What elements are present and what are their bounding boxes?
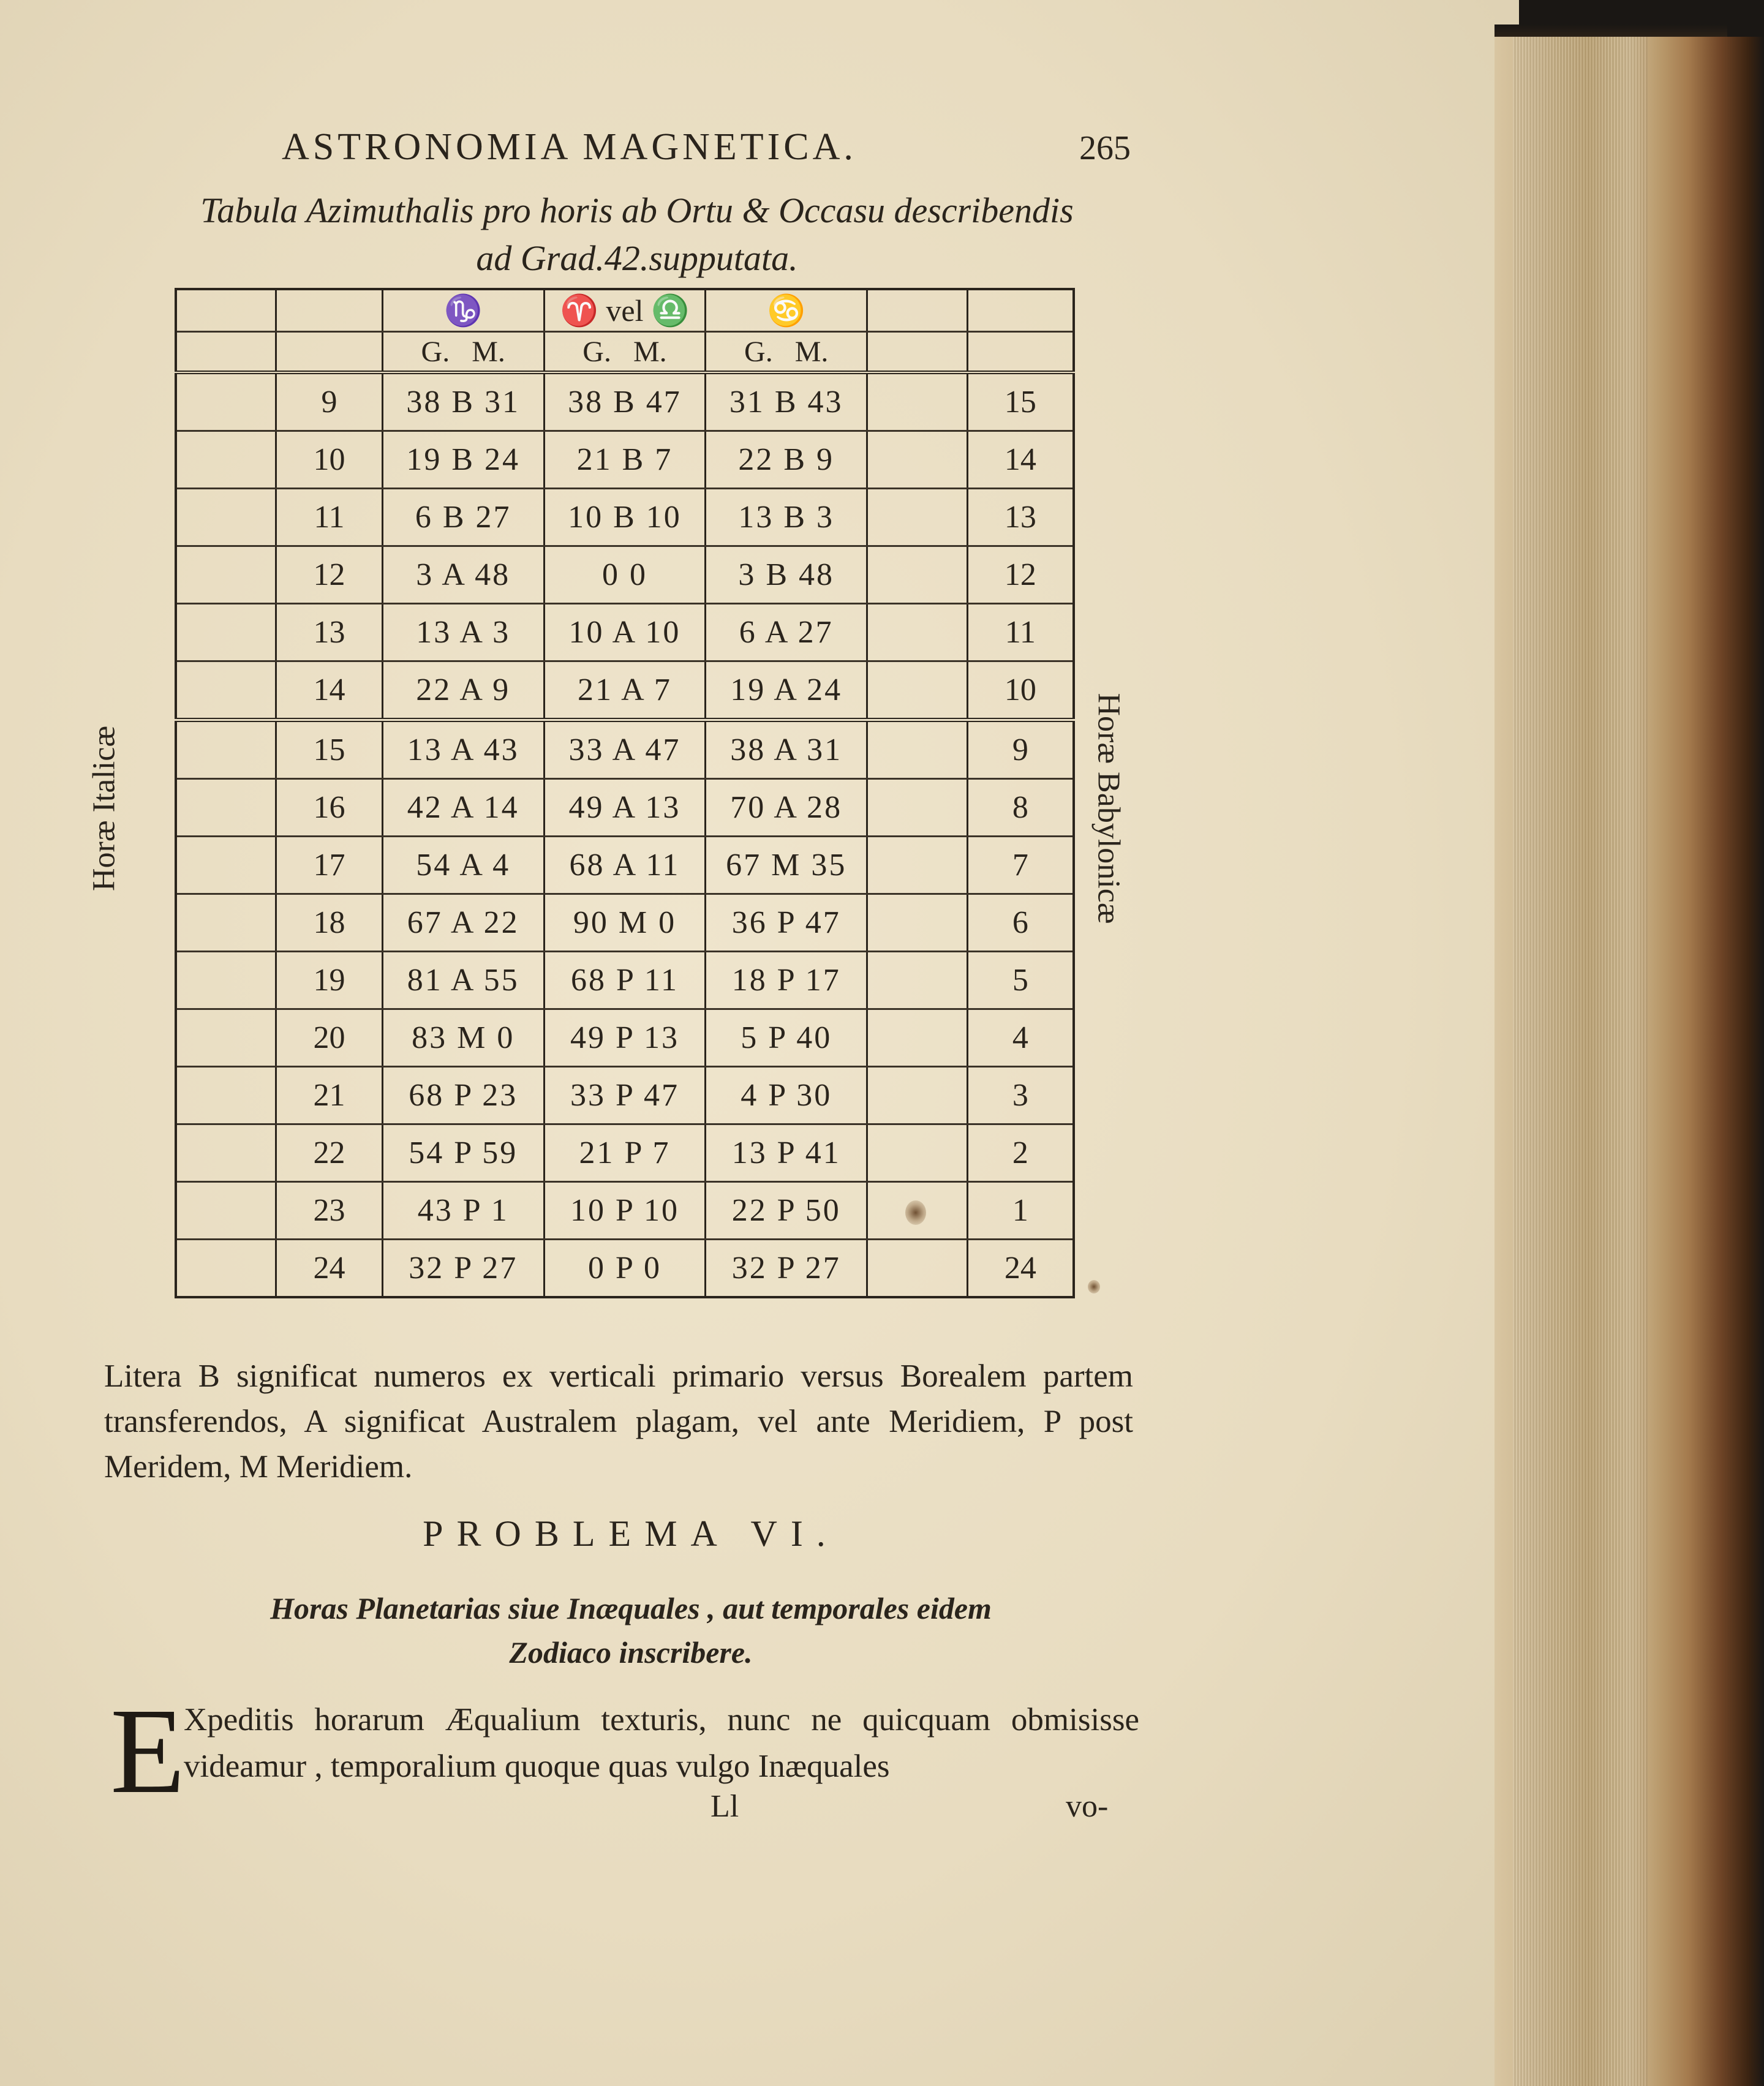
- table-row: [176, 431, 1074, 489]
- ink-stain: [905, 1200, 926, 1225]
- problem-subtitle-line-2: Zodiaco inscribere.: [509, 1635, 753, 1670]
- header-blank: [176, 289, 276, 332]
- aries-libra-value-cell: 68 A 11: [544, 837, 706, 894]
- table-row: [176, 1009, 1074, 1067]
- table-row: [176, 372, 1074, 431]
- header-sign-cancer: ♋: [706, 289, 867, 332]
- aries-libra-value-cell: 21 P 7: [544, 1124, 706, 1182]
- hora-italica-cell: 17: [276, 837, 383, 894]
- aries-libra-value-cell: 49 A 13: [544, 779, 706, 837]
- header-blank: [867, 289, 968, 332]
- hora-babylonica-cell: 13: [967, 489, 1074, 546]
- row-blank: [867, 489, 968, 546]
- aries-libra-value-cell: 33 A 47: [544, 720, 706, 779]
- row-blank: [176, 1009, 276, 1067]
- table-row: [176, 1124, 1074, 1182]
- row-blank: [867, 661, 968, 720]
- hora-babylonica-cell: 2: [967, 1124, 1074, 1182]
- cancer-value-cell: 22 P 50: [706, 1182, 867, 1240]
- row-blank: [867, 837, 968, 894]
- row-blank: [176, 779, 276, 837]
- row-blank: [176, 1124, 276, 1182]
- capricorn-value-cell: 3 A 48: [382, 546, 544, 604]
- cancer-value-cell: 5 P 40: [706, 1009, 867, 1067]
- hora-italica-cell: 21: [276, 1067, 383, 1124]
- hora-babylonica-cell: 7: [967, 837, 1074, 894]
- table-row: [176, 894, 1074, 952]
- hora-italica-cell: 20: [276, 1009, 383, 1067]
- hora-babylonica-cell: 1: [967, 1182, 1074, 1240]
- cancer-value-cell: 70 A 28: [706, 779, 867, 837]
- header-blank: [276, 332, 383, 373]
- table-row: [176, 489, 1074, 546]
- aries-libra-value-cell: 0 0: [544, 546, 706, 604]
- aries-libra-value-cell: 68 P 11: [544, 952, 706, 1009]
- row-blank: [867, 952, 968, 1009]
- table-row: [176, 1067, 1074, 1124]
- row-blank: [176, 431, 276, 489]
- hora-babylonica-cell: 6: [967, 894, 1074, 952]
- row-blank: [176, 489, 276, 546]
- header-units: G. M.: [382, 332, 544, 373]
- cancer-value-cell: 13 P 41: [706, 1124, 867, 1182]
- row-blank: [176, 1182, 276, 1240]
- legend-text: Litera B significat numeros ex verticali primario versus Borealem partem transferendos, A significat Australem plagam, vel ante Meridiem, P post Meridem, M Meridiem.: [104, 1358, 1133, 1485]
- page-number: 265: [1079, 129, 1131, 167]
- ink-stain: [1088, 1280, 1100, 1293]
- capricorn-value-cell: 42 A 14: [382, 779, 544, 837]
- hora-babylonica-cell: 11: [967, 604, 1074, 661]
- row-blank: [867, 431, 968, 489]
- table-row: [176, 1182, 1074, 1240]
- table-title-line-1: Tabula Azimuthalis pro horis ab Ortu & Occasu describendis: [200, 190, 1074, 230]
- cancer-value-cell: 13 B 3: [706, 489, 867, 546]
- azimuth-table-wrapper: [175, 288, 1081, 1341]
- hora-babylonica-cell: 4: [967, 1009, 1074, 1067]
- hora-babylonica-cell: 12: [967, 546, 1074, 604]
- row-blank: [176, 894, 276, 952]
- row-blank: [867, 894, 968, 952]
- body-paragraph: Xpeditis horarum Æqualium texturis, nunc ne quicquam obmisisse videamur , temporalium quoque quas vulgo Inæquales: [184, 1702, 1139, 1784]
- cancer-value-cell: 18 P 17: [706, 952, 867, 1009]
- hora-italica-cell: 23: [276, 1182, 383, 1240]
- row-blank: [867, 604, 968, 661]
- capricorn-value-cell: 54 A 4: [382, 837, 544, 894]
- capricorn-value-cell: 32 P 27: [382, 1240, 544, 1298]
- row-blank: [176, 837, 276, 894]
- row-blank: [176, 720, 276, 779]
- cancer-value-cell: 38 A 31: [706, 720, 867, 779]
- table-body: [176, 372, 1074, 1297]
- row-blank: [867, 1240, 968, 1298]
- header-units: G. M.: [706, 332, 867, 373]
- aries-libra-value-cell: 33 P 47: [544, 1067, 706, 1124]
- capricorn-value-cell: 13 A 43: [382, 720, 544, 779]
- row-blank: [176, 1067, 276, 1124]
- row-blank: [176, 604, 276, 661]
- header-blank: [967, 332, 1074, 373]
- hora-babylonica-cell: 8: [967, 779, 1074, 837]
- hora-babylonica-cell: 24: [967, 1240, 1074, 1298]
- hora-italica-cell: 11: [276, 489, 383, 546]
- hora-italica-cell: 19: [276, 952, 383, 1009]
- azimuth-table: [175, 288, 1075, 1298]
- side-label-horae-italicae: Horæ Italicæ: [86, 725, 122, 892]
- row-blank: [867, 1124, 968, 1182]
- capricorn-value-cell: 43 P 1: [382, 1182, 544, 1240]
- hora-italica-cell: 15: [276, 720, 383, 779]
- capricorn-value-cell: 22 A 9: [382, 661, 544, 720]
- hora-italica-cell: 9: [276, 372, 383, 431]
- aries-libra-value-cell: 38 B 47: [544, 372, 706, 431]
- header-sign-aries-libra: ♈ vel ♎: [544, 289, 706, 332]
- aries-libra-value-cell: 10 A 10: [544, 604, 706, 661]
- row-blank: [176, 372, 276, 431]
- table-row: [176, 604, 1074, 661]
- table-row: [176, 779, 1074, 837]
- hora-babylonica-cell: 9: [967, 720, 1074, 779]
- capricorn-value-cell: 6 B 27: [382, 489, 544, 546]
- row-blank: [176, 952, 276, 1009]
- capricorn-value-cell: 68 P 23: [382, 1067, 544, 1124]
- header-units: G. M.: [544, 332, 706, 373]
- problem-subtitle: [153, 1586, 1109, 1674]
- capricorn-value-cell: 13 A 3: [382, 604, 544, 661]
- capricorn-value-cell: 67 A 22: [382, 894, 544, 952]
- hora-italica-cell: 13: [276, 604, 383, 661]
- capricorn-value-cell: 54 P 59: [382, 1124, 544, 1182]
- cancer-value-cell: 36 P 47: [706, 894, 867, 952]
- cancer-value-cell: 31 B 43: [706, 372, 867, 431]
- capricorn-value-cell: 19 B 24: [382, 431, 544, 489]
- drop-cap-initial: E: [110, 1684, 186, 1819]
- row-blank: [176, 661, 276, 720]
- aries-libra-value-cell: 49 P 13: [544, 1009, 706, 1067]
- row-blank: [867, 372, 968, 431]
- aries-libra-value-cell: 0 P 0: [544, 1240, 706, 1298]
- row-blank: [867, 546, 968, 604]
- row-blank: [176, 546, 276, 604]
- cancer-value-cell: 3 B 48: [706, 546, 867, 604]
- aries-libra-value-cell: 10 P 10: [544, 1182, 706, 1240]
- hora-italica-cell: 18: [276, 894, 383, 952]
- hora-babylonica-cell: 15: [967, 372, 1074, 431]
- row-blank: [176, 1240, 276, 1298]
- header-sign-capricorn: ♑: [382, 289, 544, 332]
- table-row: [176, 952, 1074, 1009]
- header-blank: [176, 332, 276, 373]
- problem-heading: PROBLEMA VI.: [423, 1513, 839, 1554]
- cancer-value-cell: 19 A 24: [706, 661, 867, 720]
- table-header-units: [176, 332, 1074, 373]
- hora-babylonica-cell: 5: [967, 952, 1074, 1009]
- cancer-value-cell: 22 B 9: [706, 431, 867, 489]
- table-row: [176, 1240, 1074, 1298]
- hora-italica-cell: 24: [276, 1240, 383, 1298]
- header-blank: [867, 332, 968, 373]
- aries-libra-value-cell: 21 A 7: [544, 661, 706, 720]
- hora-italica-cell: 12: [276, 546, 383, 604]
- signature-mark: Ll: [710, 1789, 739, 1824]
- row-blank: [867, 779, 968, 837]
- hora-babylonica-cell: 3: [967, 1067, 1074, 1124]
- row-blank: [867, 1067, 968, 1124]
- table-header-signs: [176, 289, 1074, 332]
- table-row: [176, 546, 1074, 604]
- table-row: [176, 720, 1074, 779]
- aries-libra-value-cell: 10 B 10: [544, 489, 706, 546]
- hora-italica-cell: 22: [276, 1124, 383, 1182]
- cancer-value-cell: 6 A 27: [706, 604, 867, 661]
- row-blank: [867, 1009, 968, 1067]
- table-title: [123, 187, 1152, 282]
- running-head: ASTRONOMIA MAGNETICA.: [282, 126, 857, 168]
- capricorn-value-cell: 81 A 55: [382, 952, 544, 1009]
- header-blank: [967, 289, 1074, 332]
- header-blank: [276, 289, 383, 332]
- cancer-value-cell: 4 P 30: [706, 1067, 867, 1124]
- table-title-line-2: ad Grad.42.supputata.: [476, 238, 798, 278]
- hora-italica-cell: 14: [276, 661, 383, 720]
- aries-libra-value-cell: 21 B 7: [544, 431, 706, 489]
- capricorn-value-cell: 83 M 0: [382, 1009, 544, 1067]
- catchword: vo-: [1066, 1789, 1109, 1824]
- side-label-horae-babylonicae: Horæ Babylonicæ: [1091, 693, 1126, 924]
- hora-italica-cell: 10: [276, 431, 383, 489]
- cancer-value-cell: 32 P 27: [706, 1240, 867, 1298]
- row-blank: [867, 720, 968, 779]
- capricorn-value-cell: 38 B 31: [382, 372, 544, 431]
- book-binding-edge: [1494, 37, 1764, 2086]
- aries-libra-value-cell: 90 M 0: [544, 894, 706, 952]
- hora-babylonica-cell: 14: [967, 431, 1074, 489]
- table-row: [176, 837, 1074, 894]
- table-row: [176, 661, 1074, 720]
- cancer-value-cell: 67 M 35: [706, 837, 867, 894]
- hora-babylonica-cell: 10: [967, 661, 1074, 720]
- hora-italica-cell: 16: [276, 779, 383, 837]
- problem-subtitle-line-1: Horas Planetarias siue Inæquales , aut temporales eidem: [270, 1591, 992, 1625]
